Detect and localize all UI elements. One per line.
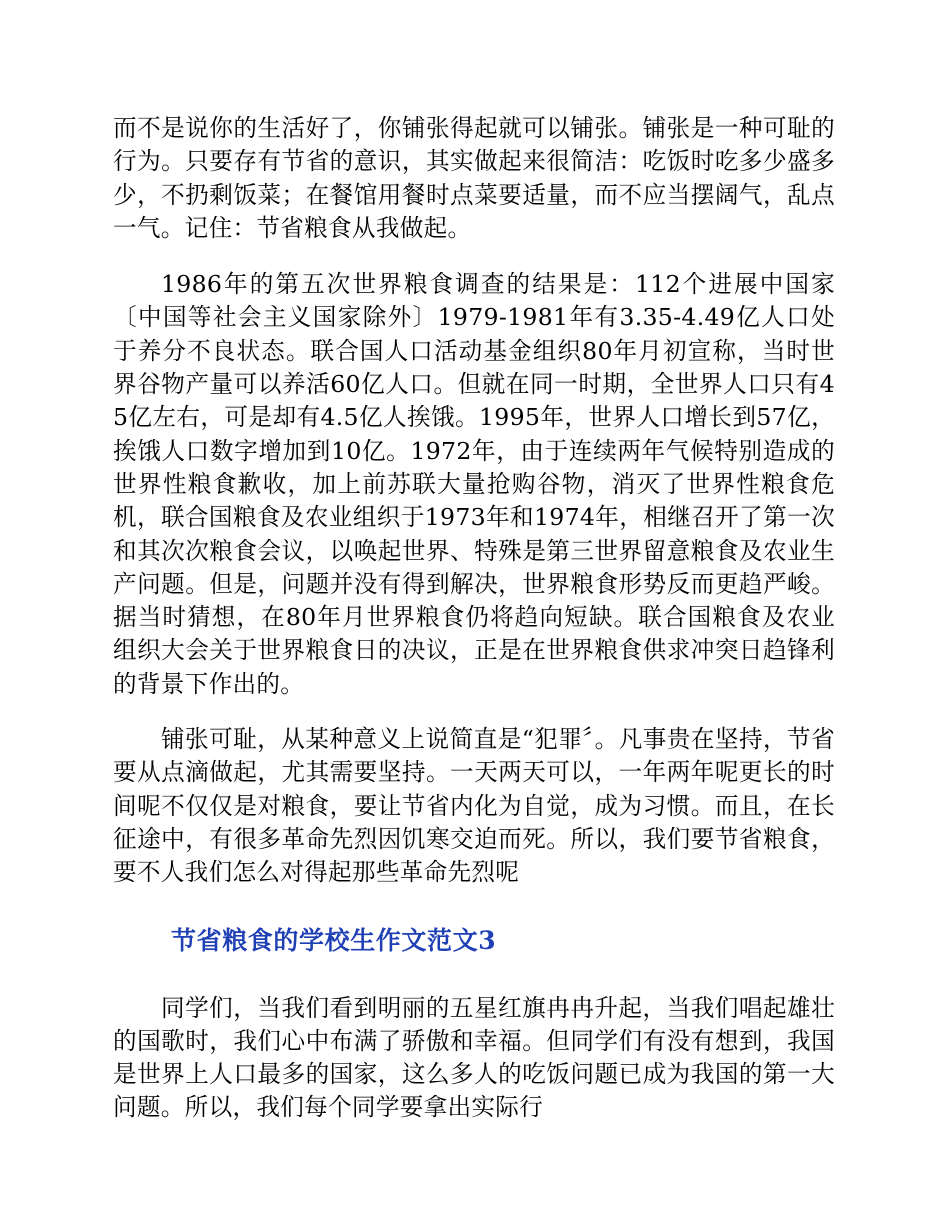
- paragraph-waste-shameful: 而不是说你的生活好了，你铺张得起就可以铺张。铺张是一种可耻的行为。只要存有节省的意识，其实做起来很简洁：吃饭时吃多少盛多少，不扔剩饭菜；在餐馆用餐时点菜要适量，而不应当摆阔气，乱点一气。记住：节省粮食从我做起。: [113, 114, 835, 242]
- paragraph-persistence: 铺张可耻，从某种意义上说简直是“犯罪〞。凡事贵在坚持，节省要从点滴做起，尤其需要坚持。一天两天可以，一年两年呢更长的时间呢不仅仅是对粮食，要让节省内化为自觉，成为习惯。而且，在长征途中，有很多革命先烈因饥寒交迫而死。所以，我们要节省粮食，要不人我们怎么对得起那些革命先烈呢: [113, 725, 835, 887]
- paragraph-essay-3-opening: 同学们，当我们看到明丽的五星红旗冉冉升起，当我们唱起雄壮的国歌时，我们心中布满了骄傲和幸福。但同学们有没有想到，我国是世界上人口最多的国家，这么多人的吃饭问题已成为我国的第一大问题。所以，我们每个同学要拿出实际行: [113, 993, 835, 1122]
- document-body: [113, 112, 835, 1125]
- section-heading: 节省粮食的学校生作文范文3: [171, 925, 497, 955]
- paragraph-food-survey-1986: 1986年的第五次世界粮食调查的结果是：112个进展中国家〔中国等社会主义国家除外〕1979-1981年有3.35-4.49亿人口处于养分不良状态。联合国人口活动基金组织80年月初宣称，当时世界谷物产量可以养活60亿人口。但就在同一时期，全世界人口只有45亿左右，可是却有4.5亿人挨饿。1995年，世界人口增长到57亿，挨饿人口数字增加到10亿。1972年，由于连续两年气候特别造成的世界性粮食歉收，加上前苏联大量抢购谷物，消灭了世界性粮食危机，联合国粮食及农业组织于1973年和1974年，相继召开了第一次和其次次粮食会议，以唤起世界、特殊是第三世界留意粮食及农业生产问题。但是，问题并没有得到解决，世界粮食形势反而更趋严峻。据当时猜想，在80年月世界粮食仍将趋向短缺。联合国粮食及农业组织大会关于世界粮食日的决议，正是在世界粮食供求冲突日趋锋利的背景下作出的。: [113, 270, 835, 698]
